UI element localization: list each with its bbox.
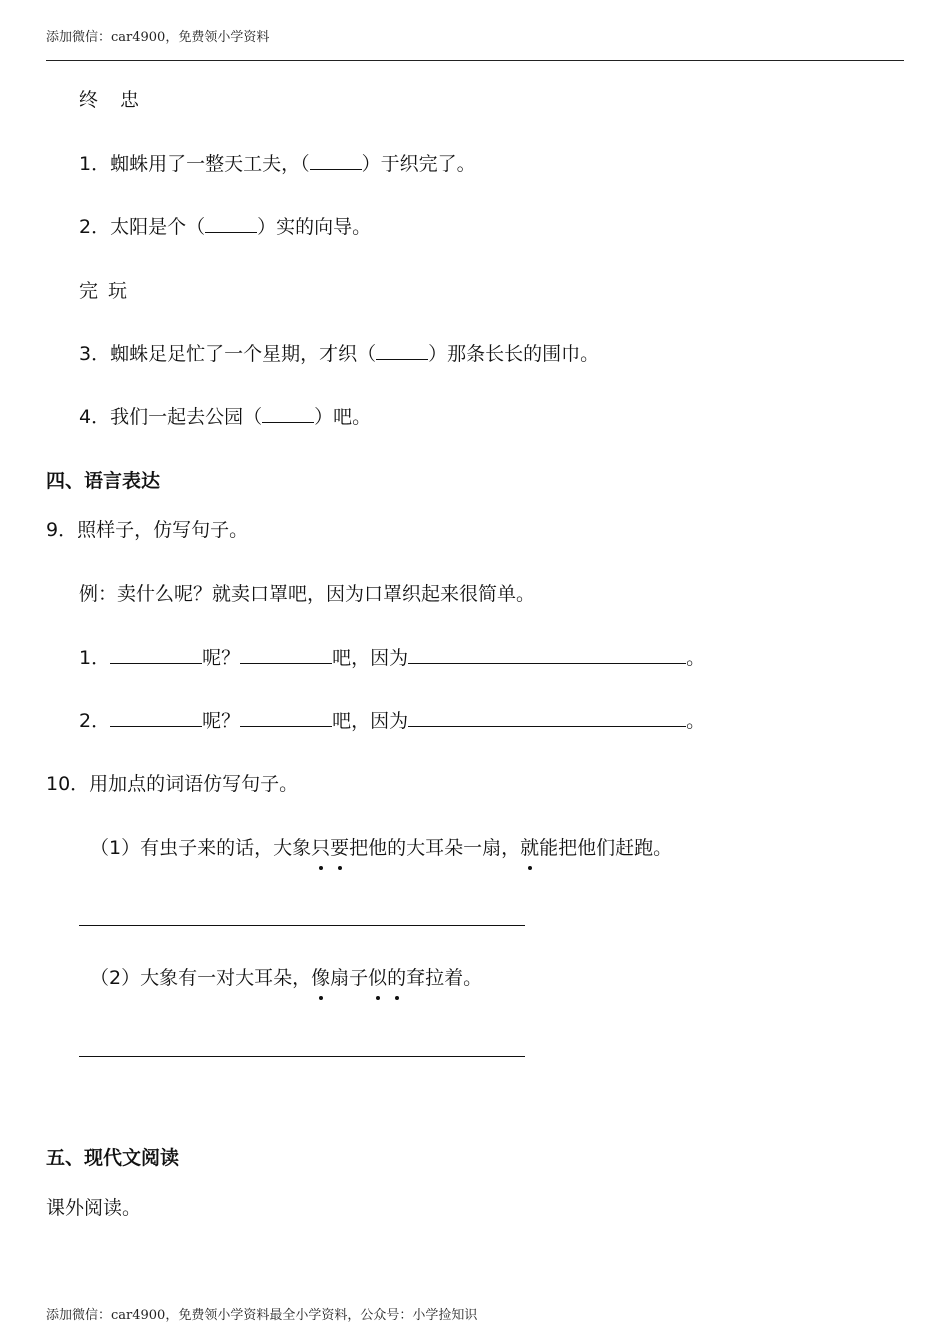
question-text: ）吧。 (314, 406, 372, 428)
question-number: 1． (79, 647, 111, 669)
question-9-title: 9．照样子，仿写句子。 (46, 519, 249, 541)
word-option: 忠 (120, 89, 140, 111)
question-text: 吧，因为 (332, 647, 409, 669)
question-9-example: 例：卖什么呢？就卖口罩吧，因为口罩织起来很简单。 (79, 583, 536, 605)
question-2 (79, 214, 371, 240)
word-choice-1 (79, 87, 139, 113)
dotted-char: 的 (387, 967, 407, 989)
answer-blank[interactable] (408, 708, 686, 727)
question-number: 2． (79, 216, 111, 238)
dotted-char: 只 (311, 837, 331, 859)
question-number: 1． (79, 153, 111, 175)
question-text: 。 (686, 647, 706, 669)
word-option: 完 (79, 280, 99, 302)
page-header: 添加微信：car4900，免费领小学资料 (46, 30, 270, 45)
word-option: 终 (79, 89, 99, 111)
question-text: ）实的向导。 (257, 216, 372, 238)
answer-line[interactable] (79, 1056, 525, 1057)
question-10-sentence-1 (90, 835, 672, 861)
sentence-text: 扇子 (330, 967, 369, 989)
question-10-sentence-2 (90, 965, 482, 991)
page-footer: 添加微信：car4900，免费领小学资料最全小学资料，公众号：小学捡知识 (46, 1308, 478, 1323)
question-text: ）那条长长的围巾。 (428, 343, 600, 365)
answer-line[interactable] (79, 925, 525, 926)
section-4-title: 四、语言表达 (46, 470, 161, 492)
question-9-item-2 (79, 708, 705, 734)
word-choice-2 (79, 278, 127, 304)
question-text: ）于织完了。 (361, 153, 476, 175)
sentence-text: 能把他们赶跑。 (539, 837, 673, 859)
answer-blank[interactable] (240, 708, 332, 727)
question-number: 3． (79, 343, 111, 365)
word-option: 玩 (108, 280, 128, 302)
question-text: 太阳是个（ (110, 216, 206, 238)
dotted-char: 就 (520, 837, 540, 859)
section-5-title: 五、现代文阅读 (46, 1147, 180, 1169)
question-text: 呢？ (202, 647, 241, 669)
question-10-title: 10．用加点的词语仿写句子。 (46, 773, 299, 795)
answer-blank[interactable] (205, 214, 257, 233)
question-1 (79, 151, 476, 177)
answer-blank[interactable] (408, 645, 686, 664)
dotted-char: 像 (311, 967, 331, 989)
question-text: 我们一起去公园（ (110, 406, 263, 428)
section-5-intro: 课外阅读。 (46, 1197, 142, 1219)
sentence-text: （1）有虫子来的话，大象 (90, 837, 312, 859)
question-4 (79, 404, 371, 430)
answer-blank[interactable] (110, 645, 202, 664)
dotted-char: 要 (330, 837, 350, 859)
question-number: 4． (79, 406, 111, 428)
answer-blank[interactable] (240, 645, 332, 664)
question-text: 蜘蛛足足忙了一个星期，才织（ (110, 343, 377, 365)
sentence-text: （2）大象有一对大耳朵， (90, 967, 312, 989)
question-text: 呢？ (202, 710, 241, 732)
answer-blank[interactable] (376, 341, 428, 360)
sentence-text: 耷拉着。 (406, 967, 483, 989)
answer-blank[interactable] (110, 708, 202, 727)
answer-blank[interactable] (262, 404, 314, 423)
question-text: 蜘蛛用了一整天工夫，（ (110, 153, 310, 175)
question-9-item-1 (79, 645, 705, 671)
answer-blank[interactable] (310, 151, 362, 170)
question-3 (79, 341, 599, 367)
question-text: 吧，因为 (332, 710, 409, 732)
dotted-char: 似 (368, 967, 388, 989)
question-text: 。 (686, 710, 706, 732)
header-divider (46, 60, 904, 61)
sentence-text: 把他的大耳朵一扇， (349, 837, 521, 859)
question-number: 2． (79, 710, 111, 732)
